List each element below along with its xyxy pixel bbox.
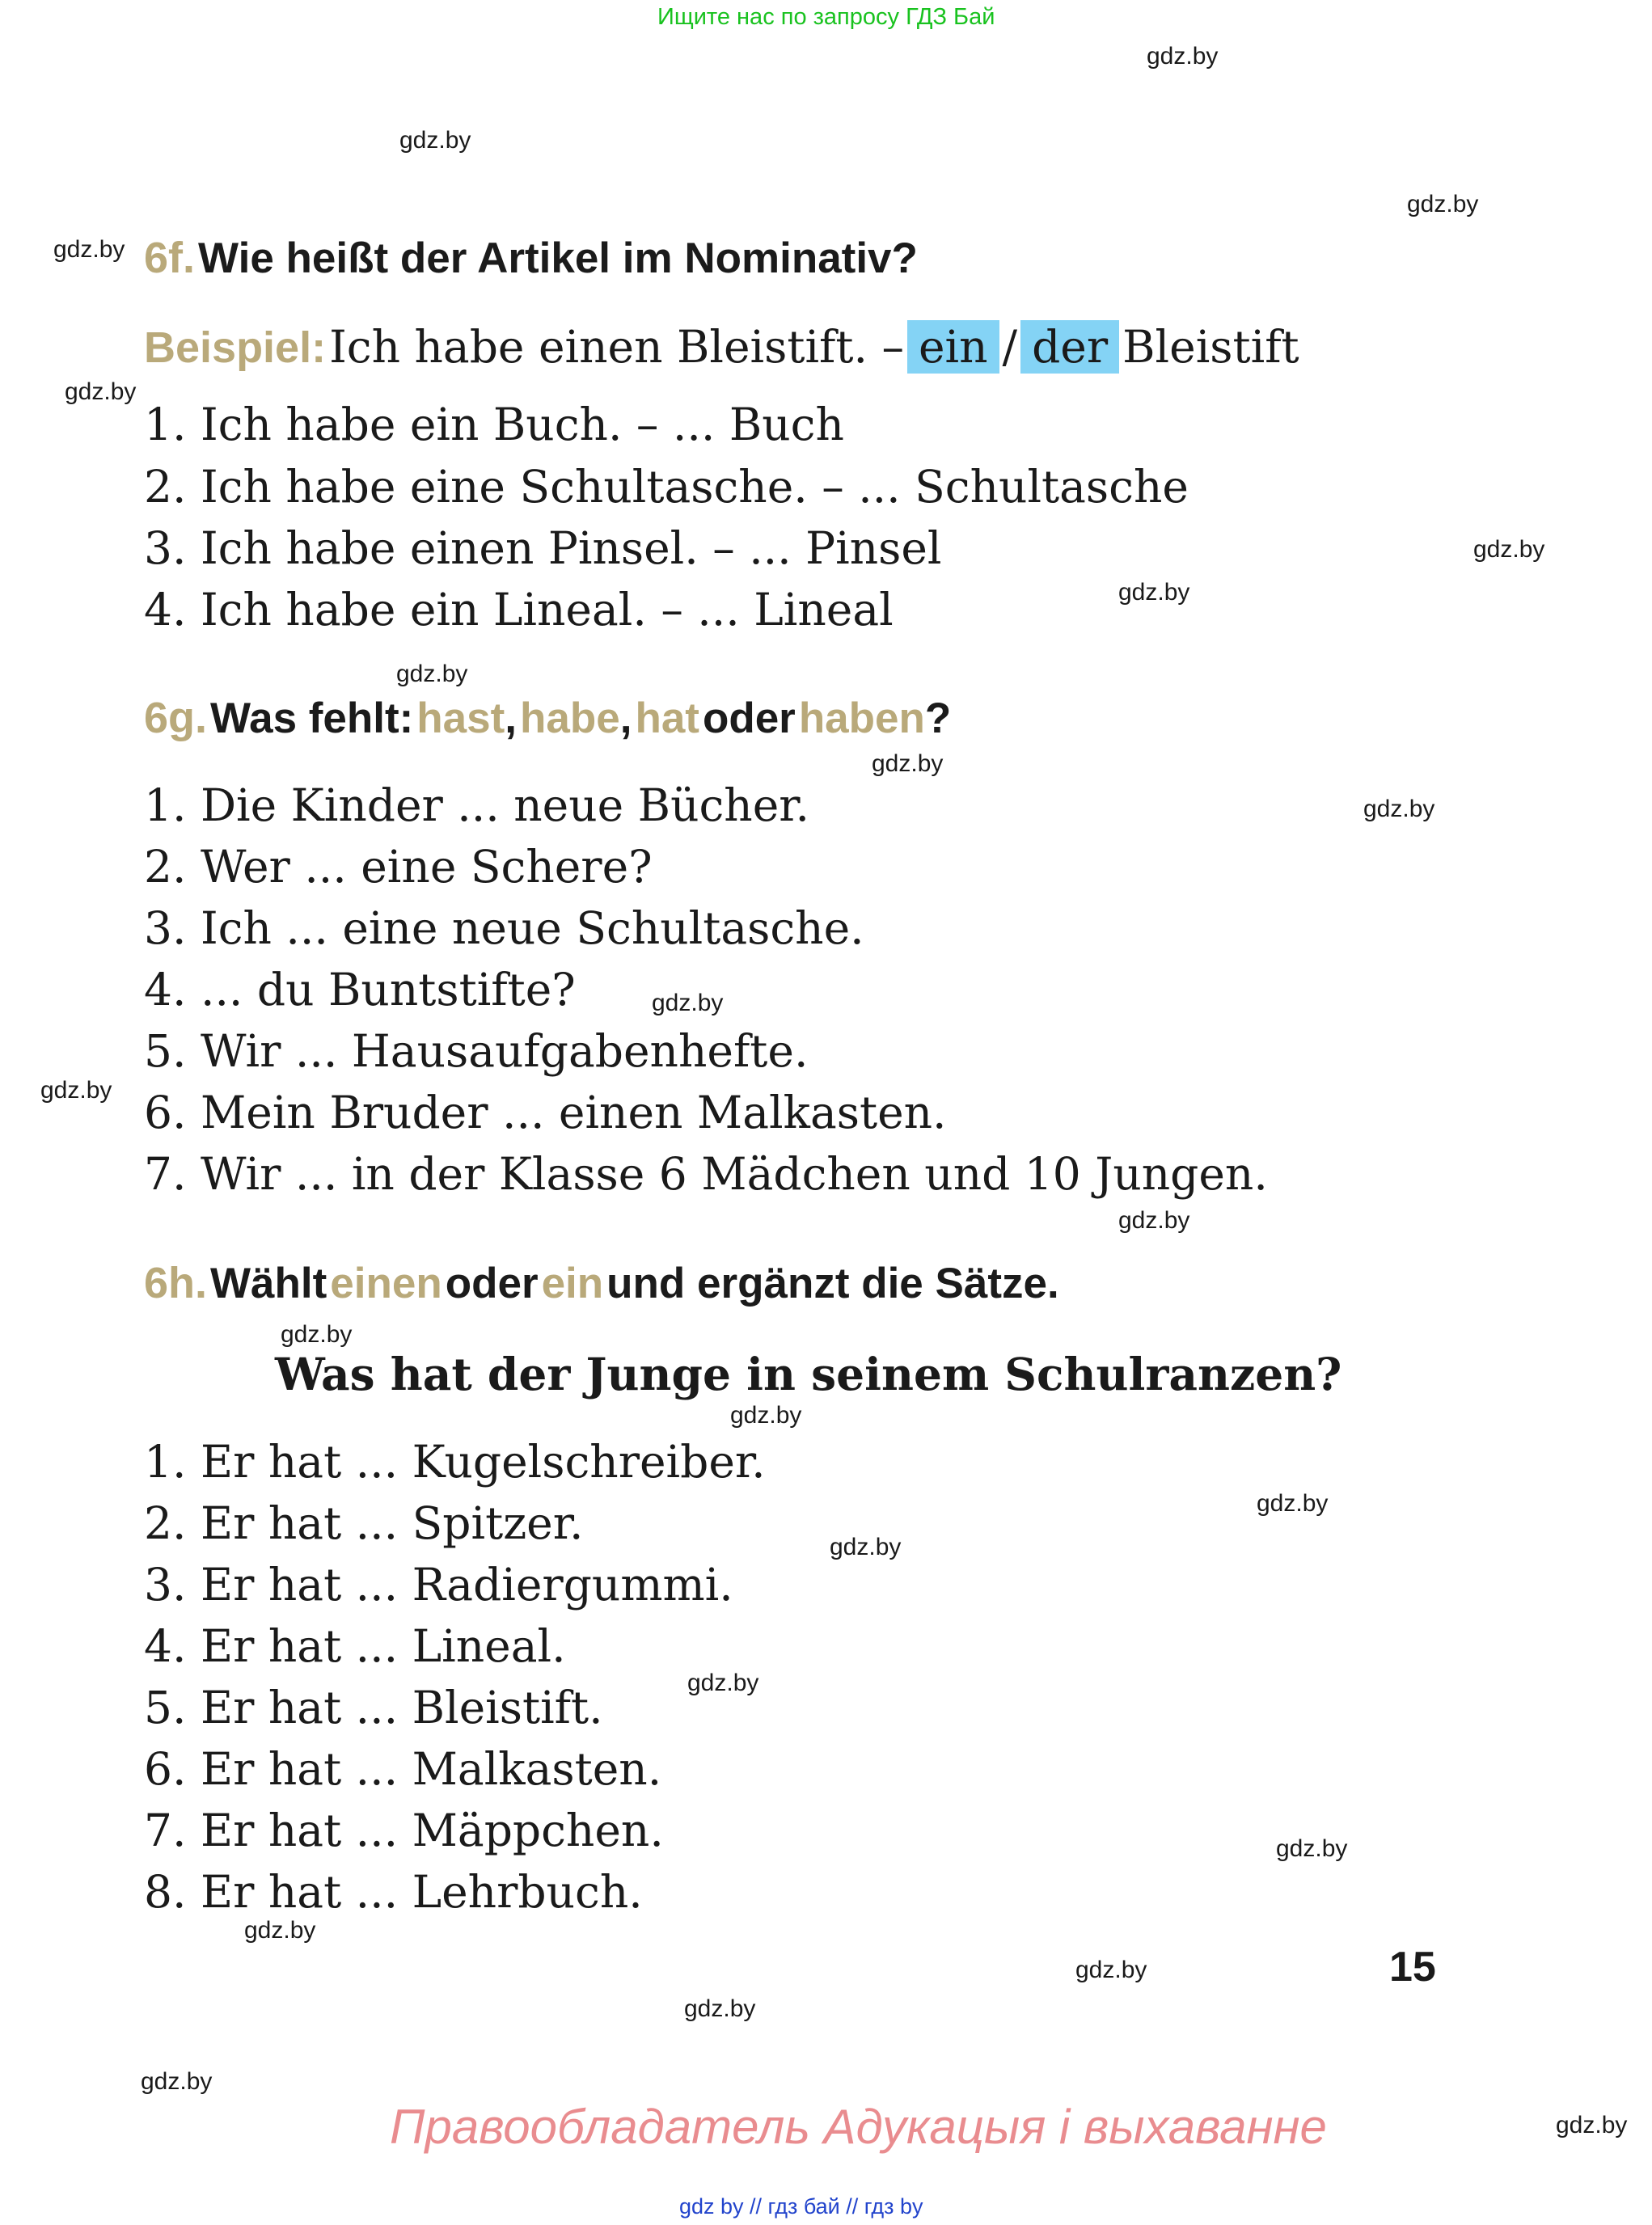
- word-oder: oder: [702, 695, 796, 742]
- watermark: gdz.by: [1276, 1835, 1348, 1862]
- watermark: gdz.by: [53, 236, 125, 263]
- watermark: gdz.by: [281, 1321, 353, 1348]
- watermark: gdz.by: [1075, 1957, 1147, 1983]
- watermark: gdz.by: [830, 1534, 902, 1560]
- example-label: Beispiel:: [144, 323, 327, 372]
- title-end: und ergänzt die Sätze.: [606, 1260, 1059, 1307]
- comma: ,: [619, 695, 632, 742]
- watermark: gdz.by: [1147, 43, 1219, 70]
- exercise-number: 6h.: [144, 1259, 208, 1307]
- watermark: gdz.by: [1118, 1207, 1190, 1234]
- list-item: 4. Ich habe ein Lineal. – ... Lineal: [144, 584, 894, 635]
- page-number: 15: [1389, 1944, 1436, 1991]
- watermark: gdz.by: [141, 2068, 213, 2095]
- watermark: gdz.by: [730, 1402, 802, 1429]
- bottom-links[interactable]: gdz by // гдз бай // гдз by: [679, 2194, 923, 2219]
- subtitle: Was hat der Junge in seinem Schulranzen?: [275, 1348, 1342, 1400]
- watermark: gdz.by: [396, 661, 468, 687]
- exercise-number: 6g.: [144, 694, 208, 742]
- copyright-footer: Правообладатель Адукацыя і выхаванне: [390, 2100, 1327, 2154]
- watermark: gdz.by: [244, 1917, 316, 1944]
- watermark: gdz.by: [652, 990, 724, 1016]
- exercise-6g-heading: [144, 693, 951, 743]
- comma: ,: [505, 695, 518, 742]
- word-hat: hat: [635, 695, 699, 742]
- list-item: 1. Die Kinder ... neue Bücher.: [144, 779, 810, 831]
- list-item: 3. Er hat ... Radiergummi.: [144, 1559, 733, 1611]
- list-item: 3. Ich habe einen Pinsel. – ... Pinsel: [144, 522, 942, 574]
- watermark: gdz.by: [399, 127, 471, 154]
- exercise-6h-heading: [144, 1258, 1059, 1308]
- word-ein: ein: [541, 1260, 604, 1307]
- list-item: 7. Er hat ... Mäppchen.: [144, 1805, 664, 1856]
- watermark: gdz.by: [65, 378, 137, 405]
- list-item: 1. Er hat ... Kugelschreiber.: [144, 1436, 766, 1488]
- watermark: gdz.by: [1407, 191, 1479, 217]
- question-mark: ?: [924, 695, 952, 742]
- word-einen: einen: [330, 1260, 442, 1307]
- list-item: 7. Wir ... in der Klasse 6 Mädchen und 10 Jungen.: [144, 1148, 1268, 1200]
- watermark: gdz.by: [1556, 2112, 1628, 2138]
- word-hast: hast: [416, 695, 505, 742]
- list-item: 6. Mein Bruder ... einen Malkasten.: [144, 1087, 947, 1138]
- list-item: 2. Er hat ... Spitzer.: [144, 1497, 584, 1549]
- example-slash: /: [1002, 321, 1018, 373]
- list-item: 8. Er hat ... Lehrbuch.: [144, 1866, 643, 1918]
- watermark: gdz.by: [872, 750, 944, 777]
- example-line: [144, 318, 1299, 388]
- watermark: gdz.by: [40, 1077, 112, 1104]
- exercise-6f-heading: [144, 233, 918, 283]
- exercise-title: Wie heißt der Artikel im Nominativ?: [198, 234, 918, 282]
- list-item: 3. Ich ... eine neue Schultasche.: [144, 902, 864, 954]
- example-option-ein: ein: [907, 320, 999, 374]
- word-haben: haben: [798, 695, 925, 742]
- list-item: 2. Ich habe eine Schultasche. – ... Schultasche: [144, 461, 1189, 513]
- top-search-hint[interactable]: Ищите нас по запросу ГДЗ Бай: [657, 4, 995, 30]
- list-item: 6. Er hat ... Malkasten.: [144, 1743, 662, 1795]
- list-item: 4. Er hat ... Lineal.: [144, 1620, 566, 1672]
- example-option-der: der: [1020, 320, 1119, 374]
- list-item: 4. ... du Buntstifte?: [144, 964, 576, 1015]
- list-item: 5. Wir ... Hausaufgabenhefte.: [144, 1025, 809, 1077]
- word-waehlt: Wählt: [210, 1260, 327, 1307]
- exercise-title-start: Was fehlt:: [210, 695, 414, 742]
- example-tail: Bleistift: [1122, 321, 1299, 373]
- watermark: gdz.by: [1363, 796, 1435, 822]
- list-item: 5. Er hat ... Bleistift.: [144, 1682, 603, 1733]
- watermark: gdz.by: [1473, 536, 1545, 563]
- example-text: Ich habe einen Bleistift. –: [329, 321, 904, 373]
- list-item: 1. Ich habe ein Buch. – ... Buch: [144, 399, 844, 450]
- watermark: gdz.by: [684, 1995, 756, 2022]
- word-oder: oder: [445, 1260, 539, 1307]
- watermark: gdz.by: [687, 1670, 759, 1696]
- watermark: gdz.by: [1118, 579, 1190, 606]
- word-habe: habe: [520, 695, 620, 742]
- list-item: 2. Wer ... eine Schere?: [144, 841, 653, 893]
- exercise-number: 6f.: [144, 234, 196, 282]
- watermark: gdz.by: [1257, 1490, 1329, 1517]
